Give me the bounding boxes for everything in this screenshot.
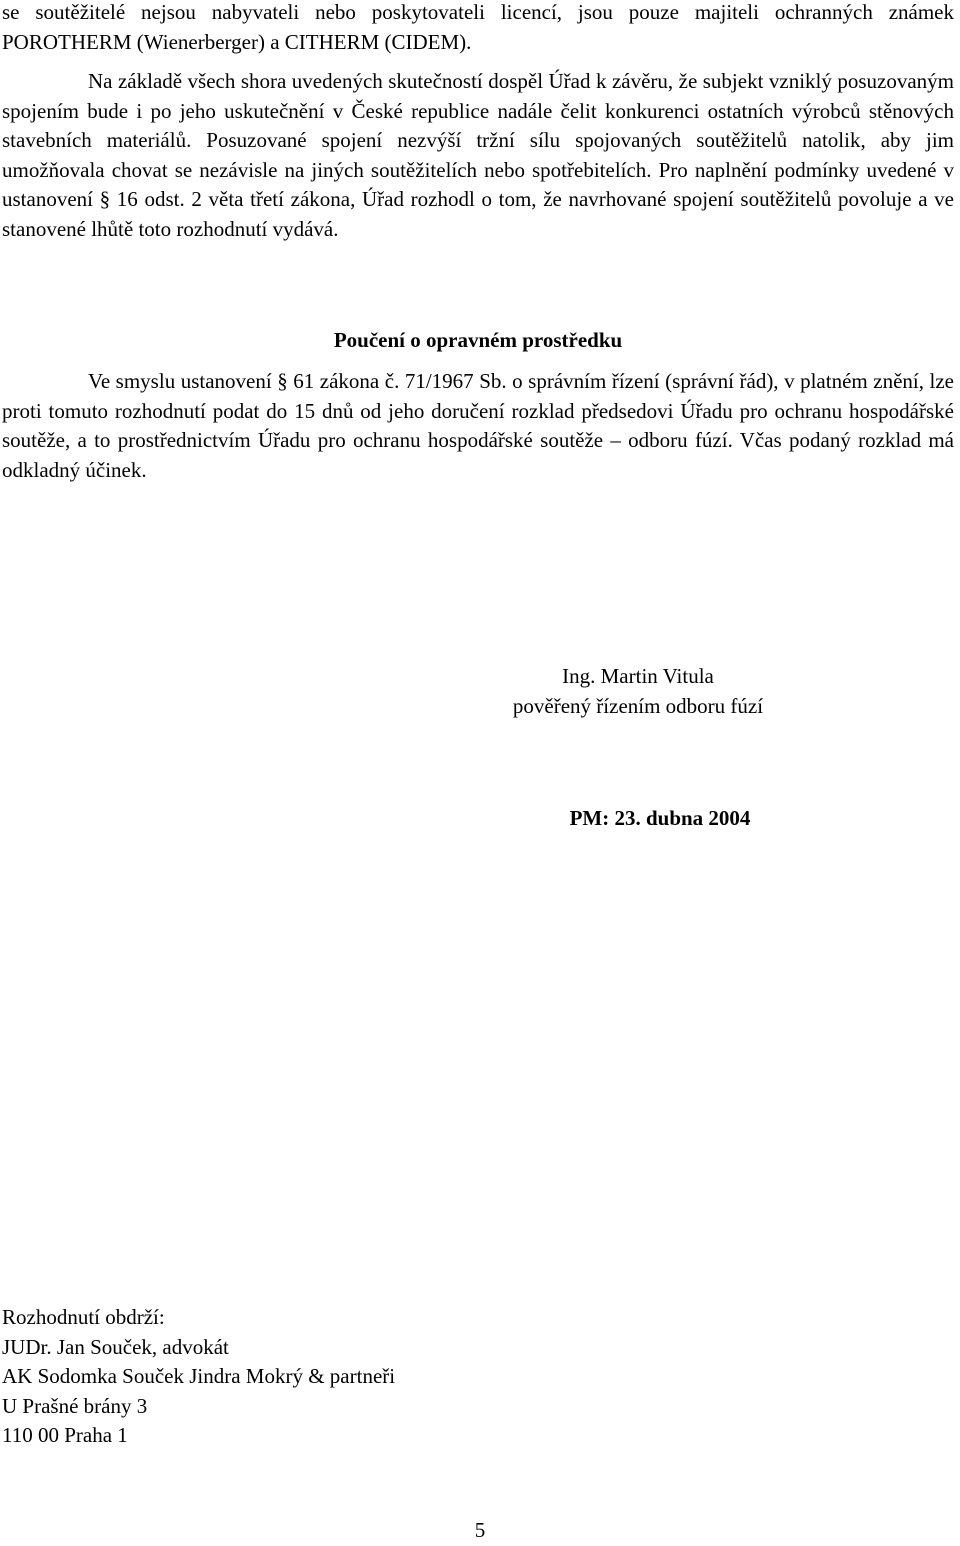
recipient-line: 110 00 Praha 1	[2, 1423, 128, 1447]
pm-date: PM: 23. dubna 2004	[569, 806, 751, 830]
paragraph-appeal-instructions: Ve smyslu ustanovení § 61 zákona č. 71/1967 Sb. o správním řízení (správní řád), v platném znění, lze proti tomuto rozhodnutí podat do 15 dnů od jeho doručení rozklad předsedovi Úřadu pro ochranu hospodářské soutěže, a to prostřednictvím Úřadu pro ochranu hospodářské soutěže – odboru fúzí. Včas podaný rozklad má odkladný účinek.	[2, 369, 954, 482]
recipients-block	[2, 1303, 602, 1451]
signatory-title: pověřený řízením odboru fúzí	[512, 693, 764, 718]
recipients-heading: Rozhodnutí obdrží:	[2, 1305, 165, 1329]
recipient-line: JUDr. Jan Souček, advokát	[2, 1334, 229, 1359]
signatory-name: Ing. Martin Vitula	[562, 664, 714, 688]
page-number: 5	[474, 1518, 486, 1542]
recipient-line: AK Sodomka Souček Jindra Mokrý & partneři	[2, 1364, 396, 1388]
section-heading: Poučení o opravném prostředku	[333, 328, 623, 352]
paragraph-trademarks: se soutěžitelé nejsou nabyvateli nebo poskytovateli licencí, jsou pouze majiteli ochranných známek POROTHERM (Wienerberger) a CITHERM (CIDEM).	[2, 0, 954, 54]
paragraph-conclusion: Na základě všech shora uvedených skutečností dospěl Úřad k závěru, že subjekt vzniklý posuzovaným spojením bude i po jeho uskutečnění v České republice nadále čelit konkurenci ostatních výrobců stěnových stavebních materiálů. Posuzované spojení nezvýší tržní sílu spojovaných soutěžitelů natolik, aby jim umožňovala chovat se nezávisle na jiných soutěžitelích nebo spotřebitelích. Pro naplnění podmínky uvedené v ustanovení § 16 odst. 2 věta třetí zákona, Úřad rozhodl o tom, že navrhované spojení soutěžitelů povoluje a ve stanovené lhůtě toto rozhodnutí vydává.	[2, 69, 954, 241]
signature-block	[478, 662, 798, 721]
recipient-line: U Prašné brány 3	[2, 1393, 148, 1418]
